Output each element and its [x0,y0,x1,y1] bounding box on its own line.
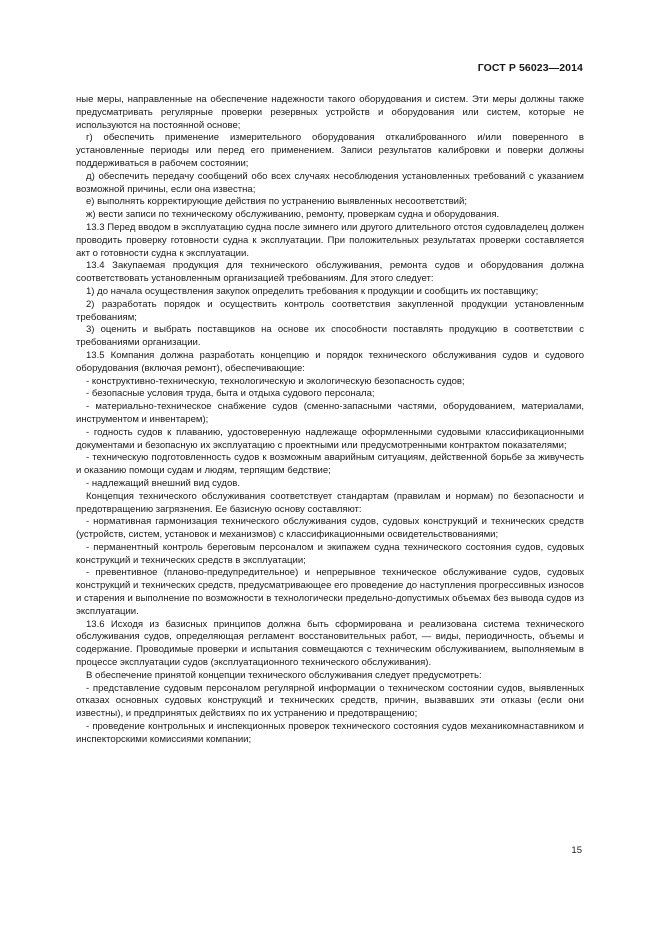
paragraph: 13.6 Исходя из базисных принципов должна быть сформирована и реализована система технического обслуживания судов, определяющая регламент восстановительных работ, — виды, периодичность, объемы и содержание. Проводимые проверки и испытания совмещаются с техническим обслуживанием, выполняемым в процессе эксплуатации судов (эксплуатационного технического обслуживания). [76,618,584,669]
paragraph: д) обеспечить передачу сообщений обо всех случаях несоблюдения установленных требований с указанием возможной причины, если она известна; [76,170,584,195]
paragraph: 1) до начала осуществления закупок определить требования к продукции и сообщить их поставщику; [86,285,539,297]
document-header: ГОСТ Р 56023—2014 [477,62,583,74]
paragraph: е) выполнять корректирующие действия по устранению выявленных несоответствий; [86,196,467,208]
list-item: - надлежащий внешний вид судов. [86,477,240,489]
page-number: 15 [571,845,582,856]
paragraph: ж) вести записи по техническому обслуживанию, ремонту, проверкам судна и оборудования. [86,209,500,221]
paragraph: 13.3 Перед вводом в эксплуатацию судна после зимнего или другого длительного отстоя судовладелец должен проводить проверку готовности судна к эксплуатации. При положительных результатах проверки составляется акт о готовности судна к эксплуатации. [76,221,584,259]
list-item: - годность судов к плаванию, удостоверенную надлежаще оформленными судовыми классификационными документами и безопасную их эксплуатацию с проектными или предусмотренными контрактом показателями; [76,426,584,451]
list-item: - превентивное (планово-предупредительное) и непрерывное техническое обслуживание судов, судовых конструкций и технических средств, предусматривающее его проведение до наступления прогрессивных износов и старения и выполнение по возможности в технологически предельно-допустимых объемах без вывода судов из эксплуатации. [76,567,584,617]
list-item: - проведение контрольных и инспекционных проверок технического состояния судов механикомнаставником и инспекторскими комиссиями компании; [76,721,584,745]
paragraph: ные меры, направленные на обеспечение надежности такого оборудования и систем. Эти меры должны также предусматривать регулярные проверки резервных устройств и оборудования или систем, которые не используются на постоянной основе; [76,94,584,131]
document-body [76,94,584,747]
paragraph: Концепция технического обслуживания соответствует стандартам (правилам и нормам) по безопасности и предотвращению загрязнения. Ее базисную основу составляют: [76,490,584,515]
paragraph: 3) оценить и выбрать поставщиков на основе их способности поставлять продукцию в соответствии с требованиями организации. [76,324,584,349]
list-item: - конструктивно-техническую, технологическую и экологическую безопасность судов; [86,375,465,387]
paragraph: 2) разработать порядок и осуществить контроль соответствия закупленной продукции установленным требованиям; [76,298,584,323]
paragraph: г) обеспечить применение измерительного оборудования откалиброванного и/или поверенного в установленные периоды или перед его применением. Записи результатов калибровки и поверки должны поддерживаться в рабочем состоянии; [76,132,584,169]
paragraph: В обеспечение принятой концепции технического обслуживания следует предусмотреть: [86,669,482,681]
list-item: - материально-техническое снабжение судов (сменно-запасными частями, оборудованием, материалами, инструментом и инвентарем); [76,401,584,425]
list-item: - нормативная гармонизация технического обслуживания судов, судовых конструкций и технических средств (устройств, систем, установок и механизмов) с классификационными освидетельствованиями; [76,516,584,541]
list-item: - представление судовым персоналом регулярной информации о техническом состоянии судов, выявленных отказах основных судовых конструкций и технических средств, причин, вызвавших эти отказы (если они известны), и предпринятых действиях по их устранению и предотвращению; [76,682,584,720]
list-item: - перманентный контроль береговым персоналом и экипажем судна технического состояния судов, судовых конструкций и технических средств в эксплуатации; [76,541,584,566]
paragraph: 13.5 Компания должна разработать концепцию и порядок технического обслуживания судов и судового оборудования (включая ремонт), обеспечивающие: [76,349,584,374]
list-item: - техническую подготовленность судов к возможным аварийным ситуациям, действенной борьбе за живучесть и оказанию помощи судам и людям, терпящим бедствие; [76,452,584,477]
list-item: - безопасные условия труда, быта и отдыха судового персонала; [86,388,375,400]
paragraph: 13.4 Закупаемая продукция для технического обслуживания, ремонта судов и оборудования должна соответствовать установленным организацией требованиям. Для этого следует: [76,260,584,285]
